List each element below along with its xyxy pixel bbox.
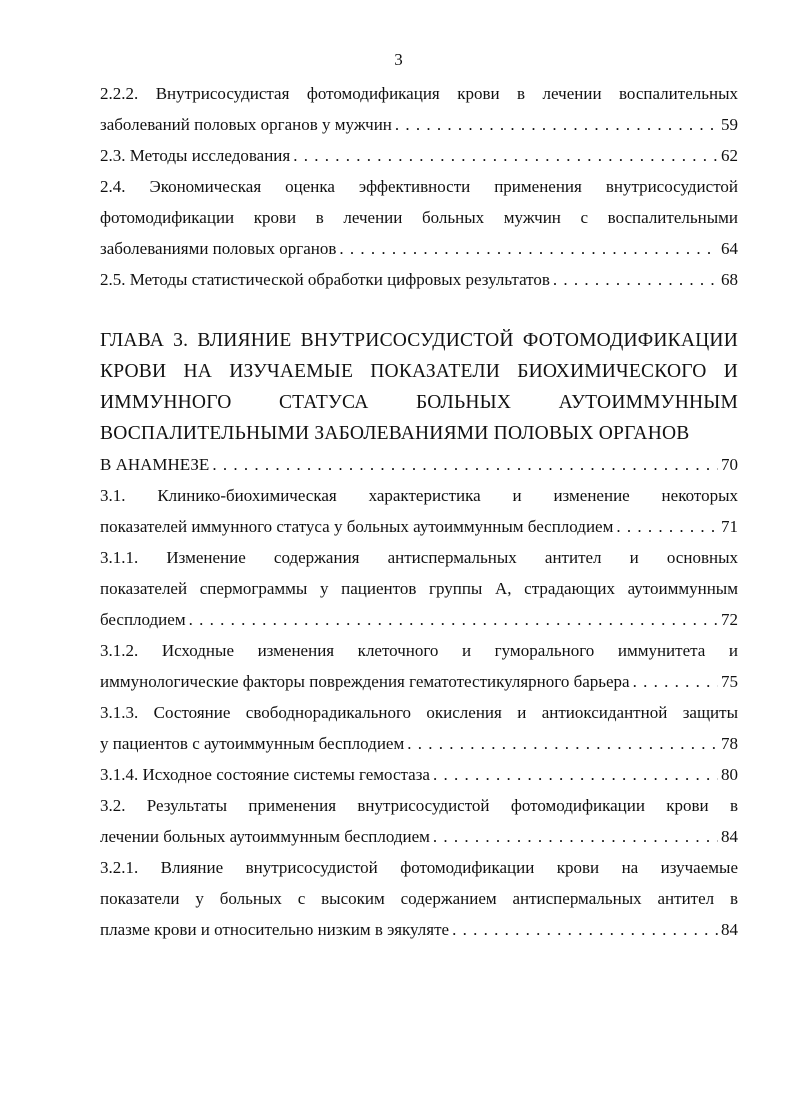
leader-dots [433, 759, 718, 790]
table-of-contents [100, 78, 738, 945]
toc-entry-text: 3.1.4. Исходное состояние системы гемостаза [100, 765, 430, 784]
toc-line-last [100, 264, 738, 295]
toc-page-number: 68 [721, 270, 738, 289]
toc-line: показателей спермограммы у пациентов группы А, страдающих аутоиммунным [100, 579, 738, 598]
toc-line-last [100, 821, 738, 852]
toc-line-last [100, 233, 738, 264]
toc-entry-2-3 [100, 140, 738, 171]
toc-line: фотомодификации крови в лечении больных мужчин с воспалительными [100, 208, 738, 227]
toc-entry-3-2 [100, 790, 738, 852]
toc-entry-text: 2.5. Методы статистической обработки цифровых результатов [100, 270, 550, 289]
toc-entry-2-4 [100, 171, 738, 264]
toc-line: 3.1.1. Изменение содержания антиспермальных антител и основных [100, 548, 738, 567]
leader-dots [616, 511, 718, 542]
toc-page-number: 72 [721, 610, 738, 629]
toc-line-last [100, 759, 738, 790]
chapter-heading [100, 325, 738, 449]
toc-entry-3-2-1 [100, 852, 738, 945]
toc-entry-3-1-1 [100, 542, 738, 635]
toc-page-number: 59 [721, 115, 738, 134]
toc-line: показатели у больных с высоким содержанием антиспермальных антител в [100, 889, 738, 908]
leader-dots [212, 449, 718, 480]
toc-page-number: 80 [721, 765, 738, 784]
toc-line: 2.4. Экономическая оценка эффективности применения внутрисосудистой [100, 177, 738, 196]
leader-dots [433, 821, 718, 852]
chapter-last-line [100, 449, 738, 480]
toc-entry-text: показателей иммунного статуса у больных аутоиммунным бесплодием [100, 517, 614, 536]
leader-dots [189, 604, 718, 635]
toc-entry-text: заболеваний половых органов у мужчин [100, 115, 392, 134]
leader-dots [452, 914, 718, 945]
toc-entry-text: у пациентов с аутоиммунным бесплодием [100, 734, 405, 753]
leader-dots [395, 109, 718, 140]
toc-page-number: 84 [721, 920, 738, 939]
toc-line: 3.1. Клинико-биохимическая характеристика и изменение некоторых [100, 486, 738, 505]
toc-line: 2.2.2. Внутрисосудистая фотомодификация крови в лечении воспалительных [100, 84, 738, 103]
chapter-line [100, 418, 738, 449]
toc-page-number: 70 [721, 455, 738, 474]
toc-line-last [100, 728, 738, 759]
toc-line-last [100, 449, 738, 480]
chapter-line: ИММУННОГО СТАТУСА БОЛЬНЫХ АУТОИММУННЫМ [100, 392, 738, 413]
chapter-text: В АНАМНЕЗЕ [100, 455, 210, 474]
toc-line: 3.1.2. Исходные изменения клеточного и гуморального иммунитета и [100, 641, 738, 660]
toc-page-number: 84 [721, 827, 738, 846]
toc-page-number: 62 [721, 146, 738, 165]
toc-page-number: 78 [721, 734, 738, 753]
toc-entry-text: заболеваниями половых органов [100, 239, 337, 258]
leader-dots [407, 728, 718, 759]
toc-page-number: 75 [721, 672, 738, 691]
toc-entry-3-1 [100, 480, 738, 542]
toc-entry-text: бесплодием [100, 610, 186, 629]
toc-entry-3-1-4 [100, 759, 738, 790]
toc-entry-text: иммунологические факторы повреждения гематотестикулярного барьера [100, 672, 630, 691]
leader-dots [339, 233, 718, 264]
toc-entry-3-1-2 [100, 635, 738, 697]
toc-entry-text: 2.3. Методы исследования [100, 146, 291, 165]
leader-dots [633, 666, 718, 697]
leader-dots [553, 264, 718, 295]
toc-entry-text: плазме крови и относительно низким в эякуляте [100, 920, 450, 939]
leader-dots [293, 140, 718, 171]
toc-entry-2-5 [100, 264, 738, 295]
page-number: 3 [394, 50, 403, 69]
toc-entry-3-1-3 [100, 697, 738, 759]
toc-line: 3.1.3. Состояние свободнорадикального окисления и антиоксидантной защиты [100, 703, 738, 722]
toc-page-number: 71 [721, 517, 738, 536]
toc-line-last [100, 511, 738, 542]
toc-line-last [100, 666, 738, 697]
toc-line-last [100, 109, 738, 140]
toc-line-last [100, 914, 738, 945]
toc-page-number: 64 [721, 239, 738, 258]
chapter-line: КРОВИ НА ИЗУЧАЕМЫЕ ПОКАЗАТЕЛИ БИОХИМИЧЕСКОГО И [100, 361, 738, 382]
toc-entry-2-2-2 [100, 78, 738, 140]
chapter-line: ГЛАВА 3. ВЛИЯНИЕ ВНУТРИСОСУДИСТОЙ ФОТОМОДИФИКАЦИИ [100, 330, 738, 351]
toc-line-last [100, 604, 738, 635]
toc-line-last [100, 140, 738, 171]
toc-entry-text: лечении больных аутоиммунным бесплодием [100, 827, 430, 846]
toc-line: 3.2. Результаты применения внутрисосудистой фотомодификации крови в [100, 796, 738, 815]
toc-line: 3.2.1. Влияние внутрисосудистой фотомодификации крови на изучаемые [100, 858, 738, 877]
chapter-text: ВОСПАЛИТЕЛЬНЫМИ ЗАБОЛЕВАНИЯМИ ПОЛОВЫХ ОРГАНОВ [100, 423, 690, 444]
